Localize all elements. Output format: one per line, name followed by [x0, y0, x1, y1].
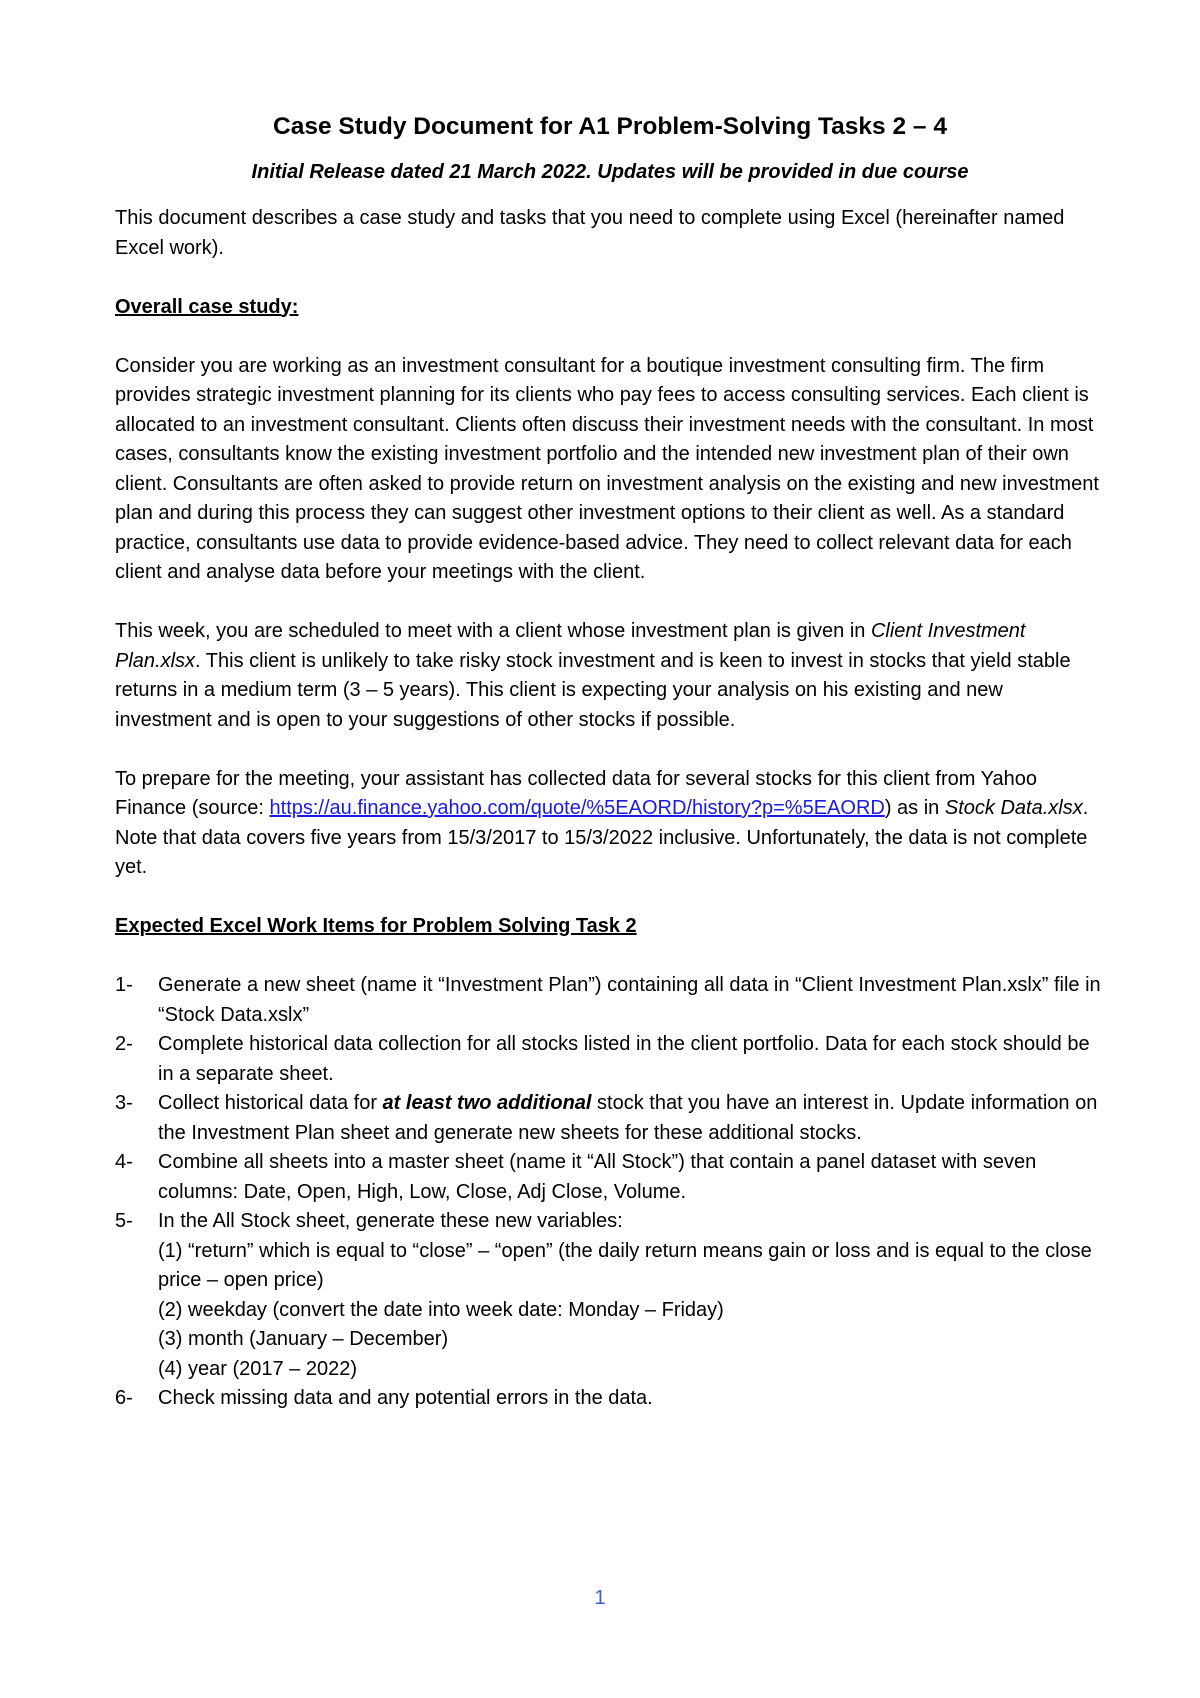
task-number: 2- [115, 1033, 133, 1055]
task-item [115, 1030, 1105, 1089]
meeting-preparation-paragraph [115, 765, 1105, 883]
task-text: Generate a new sheet (name it “Investment Plan”) containing all data in “Client Investment Plan.xslx” file in “Stock Data.xslx” [158, 974, 1101, 1026]
yahoo-finance-link[interactable]: https://au.finance.yahoo.com/quote/%5EAORD/history?p=%5EAORD [269, 797, 885, 819]
task-text-end: stock that you have an interest in. Update information on the Investment Plan sheet and generate new sheets for these additional stocks. [158, 1092, 1098, 1144]
task-text: Combine all sheets into a master sheet (name it “All Stock”) that contain a panel dataset with seven columns: Date, Open, High, Low, Close, Adj Close, Volume. [158, 1151, 1037, 1203]
client-paragraph [115, 617, 1105, 735]
task-number: 3- [115, 1092, 133, 1114]
meeting-paragraph-text-middle: ) as in [884, 797, 945, 819]
task-item [115, 1384, 1105, 1414]
task-number: 4- [115, 1151, 133, 1173]
task-subitem-month: (3) month (January – December) [158, 1328, 449, 1350]
task-number: 5- [115, 1210, 133, 1232]
task-emphasis: at least two additional [382, 1092, 592, 1114]
client-paragraph-text-end: . This client is unlikely to take risky stock investment and is keen to invest in stocks that yield stable returns in a medium term (3 – 5 years). This client is expecting your analysis on his existing and new investment and is open to your suggestions of other stocks if possible. [115, 649, 1071, 731]
intro-paragraph: This document describes a case study and tasks that you need to complete using Excel (hereinafter named Excel work). [115, 207, 1065, 259]
task-number: 6- [115, 1387, 133, 1409]
page-number: 1 [594, 1587, 606, 1609]
task-text: Check missing data and any potential errors in the data. [158, 1387, 653, 1409]
task-text-start: Collect historical data for [158, 1092, 383, 1114]
task-item [115, 1207, 1105, 1384]
task-number: 1- [115, 974, 133, 996]
document-title: Case Study Document for A1 Problem-Solving Tasks 2 – 4 [273, 113, 947, 140]
document-body [115, 112, 1105, 1414]
task-text: Complete historical data collection for all stocks listed in the client portfolio. Data for each stock should be in a separate sheet. [158, 1033, 1090, 1085]
task-item [115, 1089, 1105, 1148]
task-text: In the All Stock sheet, generate these new variables: [158, 1210, 623, 1232]
task-item [115, 971, 1105, 1030]
task-subitem-return: (1) “return” which is equal to “close” – “open” (the daily return means gain or loss and is equal to the close price – open price) [158, 1239, 1092, 1291]
meeting-paragraph-text-end: . Note that data covers five years from 15/3/2017 to 15/3/2022 inclusive. Unfortunately, the data is not complete yet. [115, 797, 1089, 878]
overall-case-study-heading: Overall case study: [115, 295, 299, 318]
task-2-heading: Expected Excel Work Items for Problem Solving Task 2 [115, 915, 637, 937]
case-study-paragraph: Consider you are working as an investment consultant for a boutique investment consulting firm. The firm provides strategic investment planning for its clients who pay fees to access consulting services. Each client is allocated to an investment consultant. Clients often discuss their investment needs with the consultant. In most cases, consultants know the existing investment portfolio and the intended new investment plan of their own client. Consultants are often asked to provide return on investment analysis on the existing and new investment plan and during this process they can suggest other investment options to their client as well. As a standard practice, consultants use data to provide evidence-based advice. They need to collect relevant data for each client and analyse data before your meetings with the client. [115, 354, 1099, 583]
document-subtitle: Initial Release dated 21 March 2022. Updates will be provided in due course [251, 161, 969, 183]
task-item [115, 1148, 1105, 1207]
task-subitem-weekday: (2) weekday (convert the date into week date: Monday – Friday) [158, 1298, 724, 1321]
meeting-paragraph-text-start: To prepare for the meeting, your assistant has collected data for several stocks for this client from Yahoo Finance (source: [115, 767, 1037, 819]
client-paragraph-text-start: This week, you are scheduled to meet with a client whose investment plan is given in [115, 620, 871, 642]
task-list [115, 971, 1105, 1414]
task-subitem-year: (4) year (2017 – 2022) [158, 1357, 358, 1380]
stock-data-filename: Stock Data.xlsx [944, 797, 1083, 819]
client-investment-plan-filename: Client Investment Plan.xlsx [115, 620, 1026, 672]
